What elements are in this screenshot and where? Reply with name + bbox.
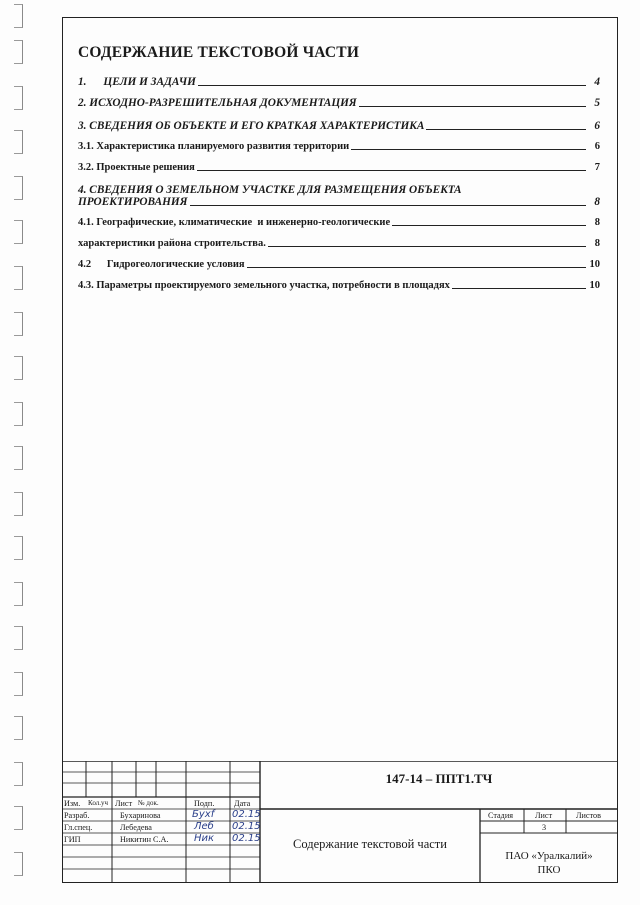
toc-entry[interactable]: [78, 141, 600, 152]
toc-entry-page: 10: [589, 259, 600, 270]
name-gip: Никитин С.А.: [120, 835, 169, 844]
toc-leader: [359, 106, 586, 107]
toc-leader: [247, 267, 586, 268]
toc-entry[interactable]: [78, 280, 600, 291]
toc-entry-label: 3.2. Проектные решения: [78, 162, 195, 173]
date-razrab: 02.15: [232, 809, 261, 820]
header-podp: Подп.: [194, 799, 215, 808]
header-ndok: № док.: [138, 799, 159, 807]
toc-entry[interactable]: [78, 162, 600, 173]
toc-entry[interactable]: [78, 238, 600, 249]
toc-entry-heading-line1: 4. СВЕДЕНИЯ О ЗЕМЕЛЬНОМ УЧАСТКЕ ДЛЯ РАЗМЕЩЕНИЯ ОБЪЕКТА: [78, 184, 462, 196]
toc-leader: [268, 246, 586, 247]
toc-entry-label: 4.1. Географические, климатические и инженерно-геологические: [78, 217, 391, 228]
header-izm: Изм.: [64, 799, 81, 808]
toc-entry-page: 8: [594, 238, 600, 249]
toc-entry-page: 8: [594, 196, 600, 208]
organization-name: ПАО «Уралкалий»: [505, 850, 593, 862]
toc-entry[interactable]: [78, 196, 600, 208]
role-glspec: Гл.спец.: [64, 823, 93, 832]
signature-gip: Ник: [194, 833, 215, 844]
organization-dept: ПКО: [537, 864, 561, 876]
toc-leader: [351, 149, 586, 150]
header-list: Лист: [115, 799, 133, 808]
header-sheets-total: Листов: [576, 811, 601, 820]
toc-entry-label: 1. ЦЕЛИ И ЗАДАЧИ: [78, 76, 196, 88]
toc-leader: [392, 225, 586, 226]
toc-entry[interactable]: [78, 259, 600, 270]
toc-entry-label: 2. ИСХОДНО-РАЗРЕШИТЕЛЬНАЯ ДОКУМЕНТАЦИЯ: [78, 97, 357, 109]
toc-entry-label: характеристики района строительства.: [78, 238, 266, 249]
toc-entry[interactable]: [78, 217, 600, 228]
toc-entry-page: 8: [594, 217, 600, 228]
date-glspec: 02.15: [232, 821, 261, 832]
toc-title: СОДЕРЖАНИЕ ТЕКСТОВОЙ ЧАСТИ: [78, 44, 360, 61]
title-block: [62, 761, 618, 883]
toc-entry-page: 10: [589, 280, 600, 291]
date-gip: 02.15: [232, 833, 261, 844]
binding-holes: [0, 0, 40, 905]
header-stadia: Стадия: [488, 811, 513, 820]
toc-entry-page: 4: [594, 76, 600, 88]
toc-entry-page: 6: [594, 141, 600, 152]
role-razrab: Разраб.: [64, 811, 90, 820]
organization: [480, 849, 618, 877]
toc-entry-label: 4.3. Параметры проектируемого земельного участка, потребности в площадях: [78, 280, 450, 291]
toc-entry-label: 3. СВЕДЕНИЯ ОБ ОБЪЕКТЕ И ЕГО КРАТКАЯ ХАРАКТЕРИСТИКА: [78, 120, 425, 132]
toc-entry-page: 5: [594, 97, 600, 109]
document-name: Содержание текстовой части: [293, 837, 447, 851]
toc-entry-label: 3.1. Характеристика планируемого развития территории: [78, 141, 350, 152]
toc-entry[interactable]: [78, 120, 600, 132]
document-code: 147-14 – ППТ1.ТЧ: [385, 771, 493, 786]
toc-leader: [190, 205, 587, 206]
sheet-number: 3: [542, 823, 547, 832]
toc-leader: [197, 170, 586, 171]
toc-leader: [198, 85, 586, 86]
name-glspec: Лебедева: [120, 823, 152, 832]
signature-razrab: Бухf: [192, 809, 215, 820]
toc-entry-page: 7: [594, 162, 600, 173]
toc-entry-page: 6: [594, 120, 600, 132]
toc-leader: [426, 129, 586, 130]
toc-entry-label: ПРОЕКТИРОВАНИЯ: [78, 196, 188, 208]
header-sheet: Лист: [535, 811, 553, 820]
toc-entry-label: 4.2 Гидрогеологические условия: [78, 259, 245, 270]
signature-glspec: Леб: [194, 821, 214, 832]
name-razrab: Бухаринова: [120, 811, 161, 820]
toc-entry[interactable]: [78, 76, 600, 88]
role-gip: ГИП: [64, 835, 81, 844]
header-kol: Кол.уч: [88, 799, 108, 807]
toc-entry[interactable]: [78, 97, 600, 109]
toc-leader: [452, 288, 586, 289]
header-data: Дата: [234, 799, 251, 808]
